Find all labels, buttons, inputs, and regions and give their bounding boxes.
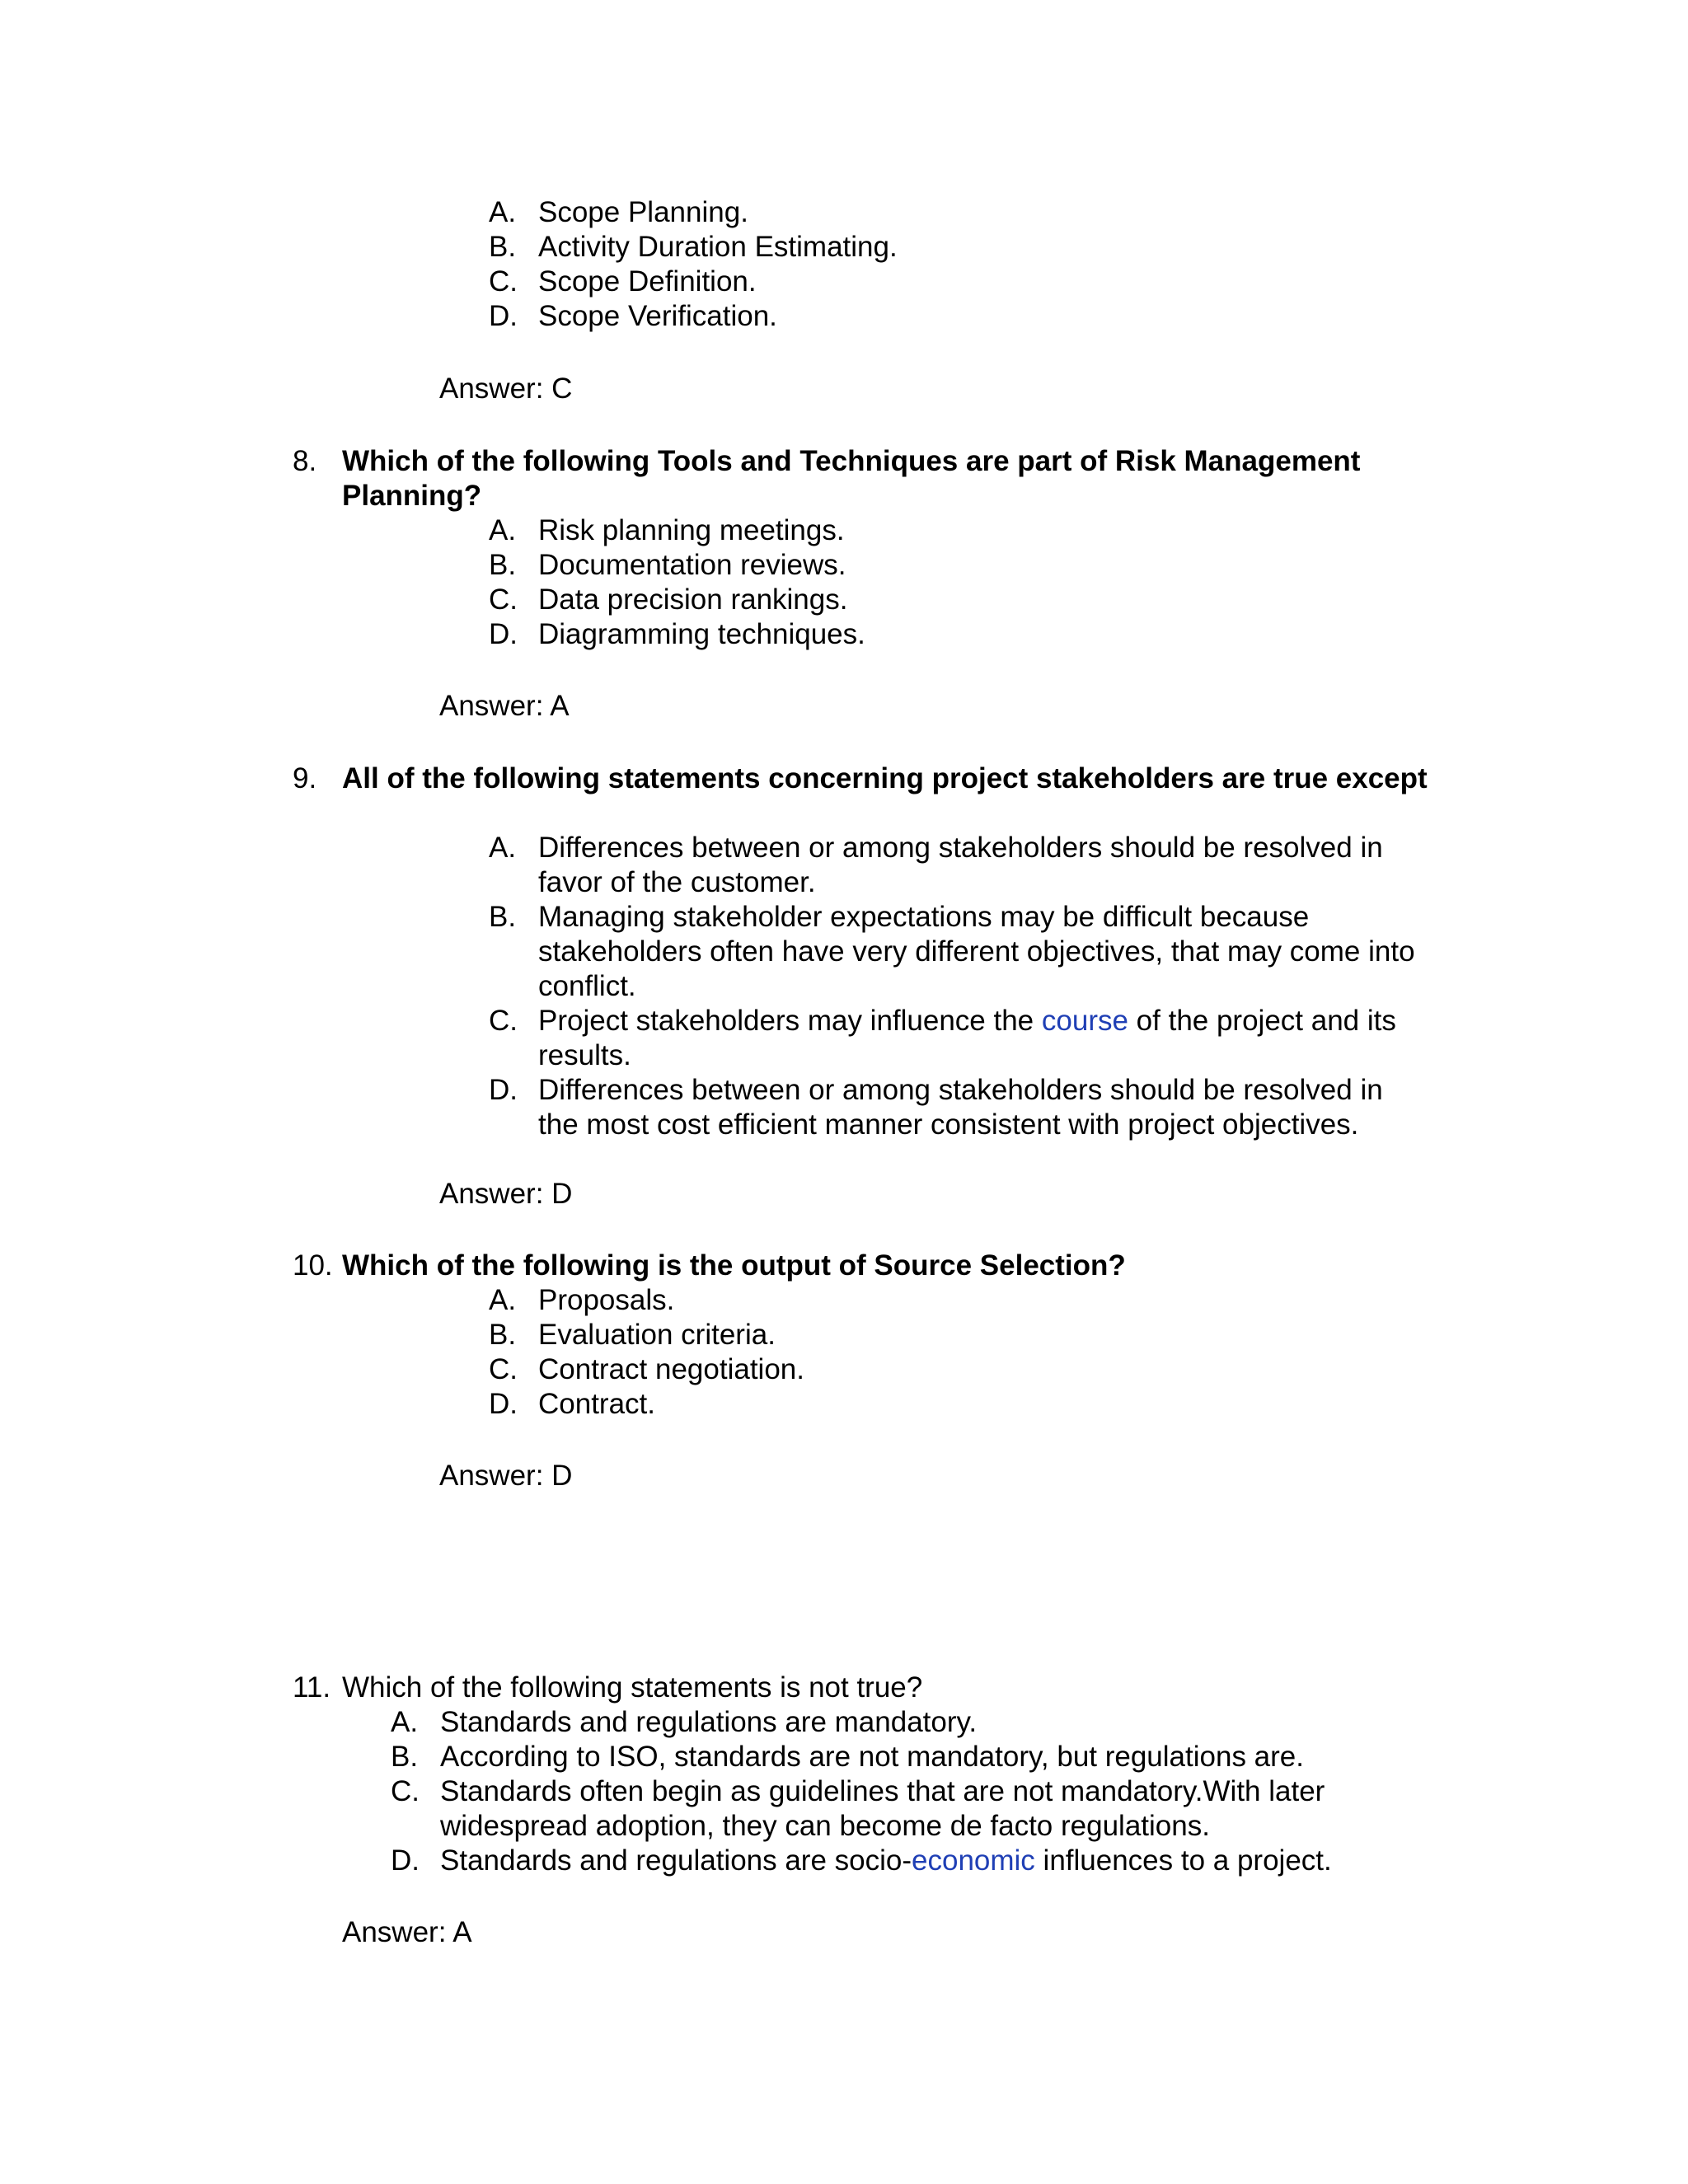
option-letter: A. — [489, 196, 517, 228]
q8-option-b — [489, 548, 1478, 583]
option-letter: B. — [391, 1741, 419, 1773]
q8-answer: Answer: A — [439, 690, 570, 722]
option-text: Activity Duration Estimating. — [538, 231, 898, 263]
option-text: Data precision rankings. — [538, 583, 848, 616]
option-text: Evaluation criteria. — [538, 1319, 776, 1351]
q9-option-d — [489, 1073, 1428, 1142]
option-text: According to ISO, standards are not mandatory, but regulations are. — [440, 1741, 1304, 1773]
option-letter: A. — [489, 1284, 517, 1316]
q11-answer: Answer: A — [342, 1916, 472, 1948]
option-letter: C. — [391, 1775, 420, 1807]
question-text — [293, 1249, 1447, 1283]
question-body: Which of the following is the output of Source Selection? — [342, 1249, 1126, 1282]
option-letter: B. — [489, 549, 517, 581]
q7-options — [489, 195, 1478, 334]
q10-option-b — [489, 1318, 1478, 1352]
q10-question — [293, 1249, 1447, 1283]
option-letter: D. — [489, 618, 518, 650]
question-body: Which of the following statements is not true? — [342, 1671, 923, 1704]
q8-question — [293, 444, 1447, 513]
q10-option-c — [489, 1352, 1478, 1387]
question-text — [293, 762, 1447, 796]
option-letter: D. — [391, 1844, 420, 1877]
option-letter: B. — [489, 231, 517, 263]
option-text: Diagramming techniques. — [538, 618, 865, 650]
option-letter: C. — [489, 583, 518, 616]
q7-option-c — [489, 265, 1478, 299]
option-text: Scope Planning. — [538, 196, 748, 228]
option-text: Documentation reviews. — [538, 549, 846, 581]
q10-options — [489, 1283, 1478, 1422]
option-text: Risk planning meetings. — [538, 514, 845, 546]
q7-option-d — [489, 299, 1478, 334]
q8-option-d — [489, 617, 1478, 652]
option-letter: D. — [489, 1074, 518, 1106]
q11-option-c — [391, 1774, 1388, 1844]
option-text: influences to a project. — [1034, 1844, 1332, 1877]
option-text: Managing stakeholder expectations may be difficult because stakeholders often have very different objectives, that may come into conflict. — [538, 901, 1415, 1002]
option-text: Differences between or among stakeholders should be resolved in the most cost efficient manner consistent with project objectives. — [538, 1074, 1383, 1141]
q7-option-b — [489, 230, 1478, 265]
q9-question — [293, 762, 1447, 796]
option-letter: A. — [391, 1706, 419, 1738]
q8-option-a — [489, 513, 1478, 548]
option-text: Standards often begin as guidelines that are not mandatory.With later widespread adoption, they can become de facto regulations. — [440, 1775, 1325, 1842]
question-number: 11. — [293, 1671, 331, 1704]
question-body: All of the following statements concerning project stakeholders are true except — [342, 762, 1428, 794]
option-text: Scope Definition. — [538, 265, 757, 298]
option-letter: B. — [489, 1319, 517, 1351]
option-letter: C. — [489, 1005, 518, 1037]
q11-question — [293, 1671, 1447, 1705]
course-link[interactable]: course — [1041, 1005, 1128, 1037]
q8-options — [489, 513, 1478, 652]
q10-option-d — [489, 1387, 1478, 1422]
economic-link[interactable]: economic — [912, 1844, 1035, 1877]
q9-options — [489, 831, 1428, 1142]
option-letter: B. — [489, 901, 517, 933]
q9-answer: Answer: D — [439, 1178, 573, 1210]
option-text: Contract negotiation. — [538, 1353, 804, 1385]
question-text — [293, 1671, 1447, 1705]
question-number: 9. — [293, 762, 317, 794]
option-text: of the project and its results. — [538, 1005, 1396, 1071]
option-text: Project stakeholders may influence the — [538, 1005, 1042, 1037]
option-letter: A. — [489, 832, 517, 864]
q11-options — [391, 1705, 1388, 1878]
question-text — [293, 444, 1447, 513]
q10-answer: Answer: D — [439, 1460, 573, 1492]
q11-option-b — [391, 1740, 1388, 1774]
q9-option-a — [489, 831, 1428, 900]
option-text: Contract. — [538, 1388, 655, 1420]
question-number: 8. — [293, 445, 317, 477]
q7-option-a — [489, 195, 1478, 230]
q9-option-b — [489, 900, 1428, 1004]
question-body: Which of the following Tools and Techniques are part of Risk Management Planning? — [342, 445, 1361, 512]
option-text: Standards and regulations are mandatory. — [440, 1706, 978, 1738]
option-letter: D. — [489, 300, 518, 332]
option-letter: D. — [489, 1388, 518, 1420]
option-letter: A. — [489, 514, 517, 546]
option-letter: C. — [489, 265, 518, 298]
option-text: Standards and regulations are socio- — [440, 1844, 912, 1877]
option-letter: C. — [489, 1353, 518, 1385]
question-number: 10. — [293, 1249, 333, 1282]
q7-answer: Answer: C — [439, 373, 573, 405]
q8-option-c — [489, 583, 1478, 617]
option-text: Scope Verification. — [538, 300, 777, 332]
option-text: Proposals. — [538, 1284, 675, 1316]
q10-option-a — [489, 1283, 1478, 1318]
q9-option-c — [489, 1004, 1428, 1073]
q11-option-a — [391, 1705, 1388, 1740]
q11-option-d — [391, 1844, 1388, 1878]
option-text: Differences between or among stakeholders should be resolved in favor of the customer. — [538, 832, 1383, 898]
